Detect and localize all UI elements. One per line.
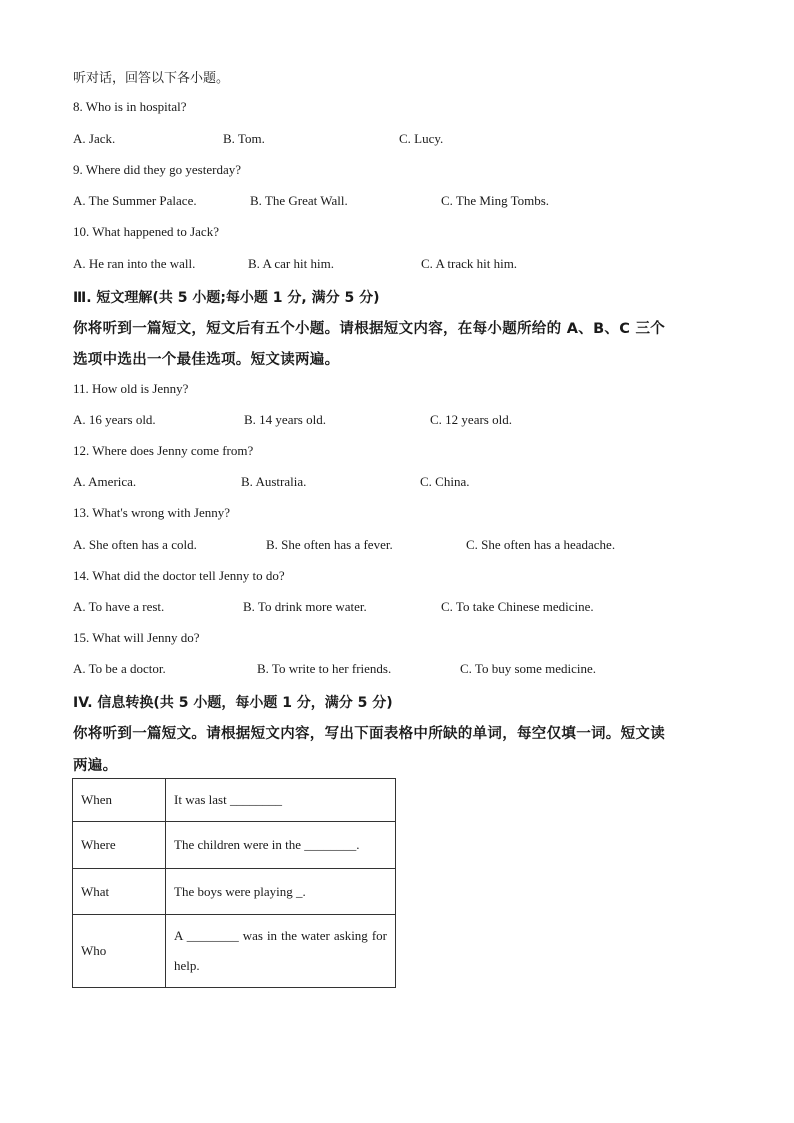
question-12: 12. Where does Jenny come from? (73, 443, 254, 458)
option-b: B. A car hit him. (248, 256, 334, 271)
question-14: 14. What did the doctor tell Jenny to do? (73, 568, 285, 583)
info-table (72, 778, 396, 988)
table-label: When (73, 779, 166, 822)
option-a: A. Jack. (73, 131, 116, 146)
table-cell: It was last ________ (166, 779, 396, 822)
option-a: A. He ran into the wall. (73, 256, 196, 271)
section-4-instructions-1: 你将听到一篇短文。请根据短文内容，写出下面表格中所缺的单词，每空仅填一词。短文读 (73, 726, 665, 742)
question-10: 10. What happened to Jack? (73, 224, 219, 239)
table-cell: The children were in the ________. (166, 822, 396, 869)
option-c: C. To take Chinese medicine. (441, 599, 594, 614)
table-row (73, 779, 396, 822)
option-c: C. She often has a headache. (466, 537, 616, 552)
section-3-heading: Ⅲ. 短文理解(共 5 小题;每小题 1 分, 满分 5 分) (73, 290, 380, 306)
option-a: A. America. (73, 474, 137, 489)
option-a: A. To have a rest. (73, 599, 165, 614)
question-15: 15. What will Jenny do? (73, 630, 200, 645)
table-row (73, 869, 396, 915)
option-c: C. 12 years old. (430, 412, 512, 427)
option-c: C. To buy some medicine. (460, 661, 597, 676)
question-8: 8. Who is in hospital? (73, 99, 187, 114)
option-c: C. China. (420, 474, 470, 489)
option-c: C. Lucy. (399, 131, 444, 146)
table-row (73, 822, 396, 869)
table-row (73, 915, 396, 988)
section-3-instructions-1: 你将听到一篇短文，短文后有五个小题。请根据短文内容，在每小题所给的 A、B、C 三个 (73, 321, 666, 337)
intro-text: 听对话，回答以下各小题。 (73, 71, 230, 86)
question-9: 9. Where did they go yesterday? (73, 162, 241, 177)
table-cell: The boys were playing _. (166, 869, 396, 915)
table-label: Where (73, 822, 166, 869)
option-b: B. She often has a fever. (266, 537, 393, 552)
option-a: A. To be a doctor. (73, 661, 166, 676)
section-4-instructions-2: 两遍。 (73, 758, 118, 774)
option-b: B. Australia. (241, 474, 307, 489)
option-b: B. To drink more water. (243, 599, 367, 614)
option-b: B. 14 years old. (244, 412, 326, 427)
table-label: What (73, 869, 166, 915)
section-3-instructions-2: 选项中选出一个最佳选项。短文读两遍。 (73, 352, 340, 368)
question-11: 11. How old is Jenny? (73, 381, 189, 396)
option-a: A. She often has a cold. (73, 537, 197, 552)
option-a: A. The Summer Palace. (73, 193, 197, 208)
question-13: 13. What's wrong with Jenny? (73, 505, 230, 520)
option-c: C. A track hit him. (421, 256, 518, 271)
option-c: C. The Ming Tombs. (441, 193, 550, 208)
table-cell: A ________ was in the water asking for help. (166, 915, 396, 988)
option-b: B. The Great Wall. (250, 193, 348, 208)
option-b: B. To write to her friends. (257, 661, 392, 676)
option-a: A. 16 years old. (73, 412, 156, 427)
table-label: Who (73, 915, 166, 988)
section-4-heading: IV. 信息转换(共 5 小题，每小题 1 分，满分 5 分) (73, 695, 393, 711)
option-b: B. Tom. (223, 131, 265, 146)
